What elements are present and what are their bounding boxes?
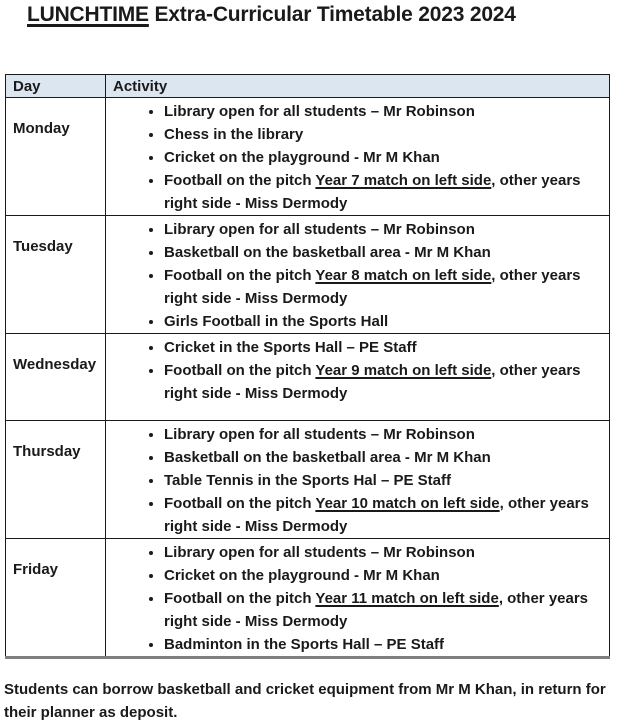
activity-underlined-text: Year 8 match on left side — [315, 267, 492, 284]
activity-text: Cricket in the Sports Hall – PE Staff — [164, 339, 417, 356]
title-rest: Extra-Curricular Timetable 2023 2024 — [148, 3, 516, 26]
activity-text: , other years right side - Miss Dermody — [164, 172, 581, 212]
table-row — [6, 216, 610, 334]
activity-text: Badminton in the Sports Hall – PE Staff — [164, 636, 445, 653]
activity-text: Basketball on the basketball area - Mr M Khan — [164, 449, 491, 466]
activity-underlined-text: Year 9 match on left side — [315, 362, 492, 379]
activity-text: Basketball on the basketball area - Mr M Khan — [164, 244, 491, 261]
day-cell: Wednesday — [6, 334, 106, 421]
activity-item — [164, 469, 607, 492]
activity-item — [164, 241, 607, 264]
activity-underlined-text: Year 10 match on left side — [315, 495, 500, 512]
activity-text: Football on the pitch — [164, 495, 316, 512]
activity-underlined-text: Year 7 match on left side — [315, 172, 492, 189]
day-cell: Monday — [6, 98, 106, 216]
day-cell: Thursday — [6, 421, 106, 539]
activity-text: , other years right side - Miss Dermody — [164, 362, 581, 402]
activity-item — [164, 218, 607, 241]
activity-item — [164, 423, 607, 446]
activity-item — [164, 587, 607, 633]
activity-text: Cricket on the playground - Mr M Khan — [164, 567, 440, 584]
activity-item — [164, 310, 607, 333]
timetable-body — [6, 98, 610, 658]
activity-cell — [106, 334, 610, 421]
table-row — [6, 334, 610, 421]
title-underlined-word: LUNCHTIME — [27, 3, 149, 26]
activity-text: , other years right side - Miss Dermody — [164, 267, 581, 307]
activity-list — [106, 423, 607, 538]
day-cell: Tuesday — [6, 216, 106, 334]
activity-list — [106, 541, 607, 656]
column-header-day: Day — [6, 75, 106, 98]
activity-item — [164, 146, 607, 169]
table-row — [6, 539, 610, 658]
activity-item — [164, 123, 607, 146]
activity-text: , other years right side - Miss Dermody — [164, 495, 589, 535]
activity-cell — [106, 216, 610, 334]
activity-item — [164, 169, 607, 215]
activity-item — [164, 633, 607, 656]
activity-cell — [106, 98, 610, 216]
day-cell: Friday — [6, 539, 106, 658]
activity-text: Football on the pitch — [164, 172, 316, 189]
activity-item — [164, 541, 607, 564]
activity-item — [164, 264, 607, 310]
activity-item — [164, 492, 607, 538]
activity-text: Library open for all students – Mr Robinson — [164, 544, 475, 561]
footer-note: Students can borrow basketball and cricket equipment from Mr M Khan, in return for their planner as deposit. — [4, 681, 606, 721]
activity-underlined-text: Year 11 match on left side — [315, 590, 499, 607]
table-row — [6, 98, 610, 216]
activity-text: Football on the pitch — [164, 362, 316, 379]
activity-item — [164, 359, 607, 405]
column-header-activity: Activity — [106, 75, 610, 98]
page-title — [27, 3, 618, 27]
activity-text: Library open for all students – Mr Robinson — [164, 426, 475, 443]
activity-item — [164, 564, 607, 587]
activity-text: Library open for all students – Mr Robinson — [164, 221, 475, 238]
activity-text: Table Tennis in the Sports Hal – PE Staff — [164, 472, 451, 489]
activity-cell — [106, 539, 610, 658]
activity-list — [106, 100, 607, 215]
activity-text: , other years right side - Miss Dermody — [164, 590, 589, 630]
table-header-row — [6, 75, 610, 98]
activity-text: Library open for all students – Mr Robinson — [164, 103, 475, 120]
activity-list — [106, 218, 607, 333]
activity-text: Chess in the library — [164, 126, 304, 143]
activity-list — [106, 336, 607, 405]
activity-text: Football on the pitch — [164, 267, 316, 284]
activity-item — [164, 100, 607, 123]
activity-text: Cricket on the playground - Mr M Khan — [164, 149, 440, 166]
activity-cell — [106, 421, 610, 539]
activity-text: Football on the pitch — [164, 590, 316, 607]
activity-text: Girls Football in the Sports Hall — [164, 313, 389, 330]
activity-item — [164, 446, 607, 469]
activity-item — [164, 336, 607, 359]
timetable — [5, 74, 610, 659]
table-row — [6, 421, 610, 539]
